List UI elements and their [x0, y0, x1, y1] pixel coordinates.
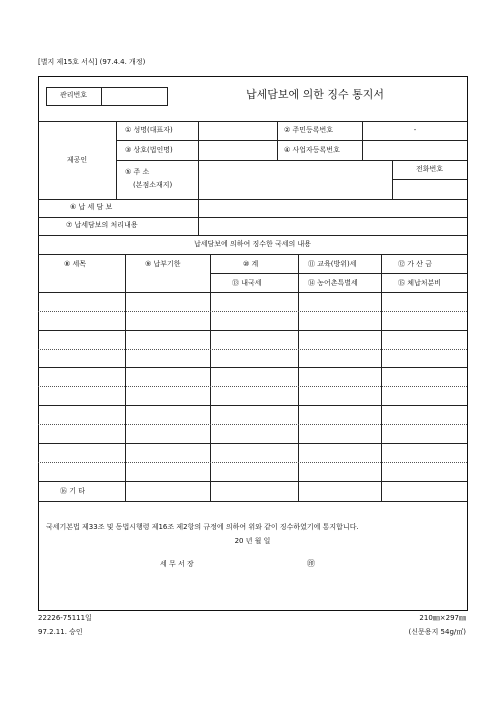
other-field[interactable] — [126, 482, 466, 500]
col-due-date: ⑨ 납부기한 — [145, 260, 181, 268]
col-rural: ⑭ 농어촌특별세 — [308, 279, 358, 287]
footer-paper-type: (신문용지 54g/㎡) — [408, 628, 466, 636]
table-row[interactable] — [299, 293, 380, 481]
table-row[interactable] — [382, 293, 466, 481]
company-label: ③ 상호(법인명) — [125, 146, 173, 154]
phone-field[interactable] — [393, 180, 466, 198]
address-field[interactable] — [199, 161, 391, 198]
address-label: ⑤ 주 소 — [125, 168, 150, 176]
form-number: [별지 제15호 서식] (97.4.4. 개정) — [38, 58, 146, 66]
provider-label: 제공인 — [66, 156, 88, 164]
collateral-field[interactable] — [199, 200, 466, 216]
page-title: 납세담보에 의한 징수 통지서 — [245, 88, 384, 101]
footer-approval: 97.2.11. 승인 — [38, 628, 83, 636]
col-delinquent: ⑮ 체납처분비 — [398, 279, 442, 287]
tax-office: 세 무 서 장 — [160, 560, 194, 568]
resident-no-label: ② 주민등록번호 — [284, 126, 334, 134]
address-sub-label: (본점소재지) — [133, 181, 173, 189]
company-field[interactable] — [199, 141, 276, 159]
name-label: ① 성명(대표자) — [125, 126, 173, 134]
processing-field[interactable] — [199, 218, 466, 234]
name-field[interactable] — [199, 122, 276, 139]
seal-mark: ㊞ — [307, 559, 315, 568]
table-row[interactable] — [211, 293, 297, 481]
other-label: ⑯ 기 타 — [60, 487, 85, 495]
table-row[interactable] — [126, 293, 209, 481]
table-row[interactable] — [39, 293, 124, 481]
col-tax-item: ⑧ 세목 — [64, 260, 87, 268]
mgmt-no-field[interactable] — [102, 88, 165, 104]
col-additional: ⑫ 가 산 금 — [398, 260, 432, 268]
resident-no-value: - — [413, 126, 417, 134]
col-edu-tax: ⑪ 교육(방위)세 — [308, 260, 357, 268]
footer-code: 22226-75111일 — [38, 614, 92, 622]
biz-no-field[interactable] — [363, 141, 466, 159]
notice-body: 국세기본법 제33조 및 동법시행령 제16조 제2항의 규정에 의하여 위와 같이 징수하였기에 통지합니다. — [46, 523, 359, 531]
collateral-label: ⑥ 납 세 담 보 — [70, 203, 113, 211]
footer-paper-size: 210㎜×297㎜ — [419, 614, 466, 622]
col-domestic: ⑬ 내국세 — [232, 279, 262, 287]
biz-no-label: ④ 사업자등록번호 — [284, 146, 340, 154]
processing-label: ⑦ 납세담보의 처리내용 — [66, 221, 138, 229]
notice-date: 20 년 월 일 — [234, 537, 271, 545]
tax-section-title: 납세담보에 의하여 징수한 국세의 내용 — [193, 240, 312, 248]
col-total: ⑩ 계 — [243, 260, 259, 268]
mgmt-no-label: 관리번호 — [59, 91, 88, 99]
phone-label: 전화번호 — [415, 165, 444, 173]
